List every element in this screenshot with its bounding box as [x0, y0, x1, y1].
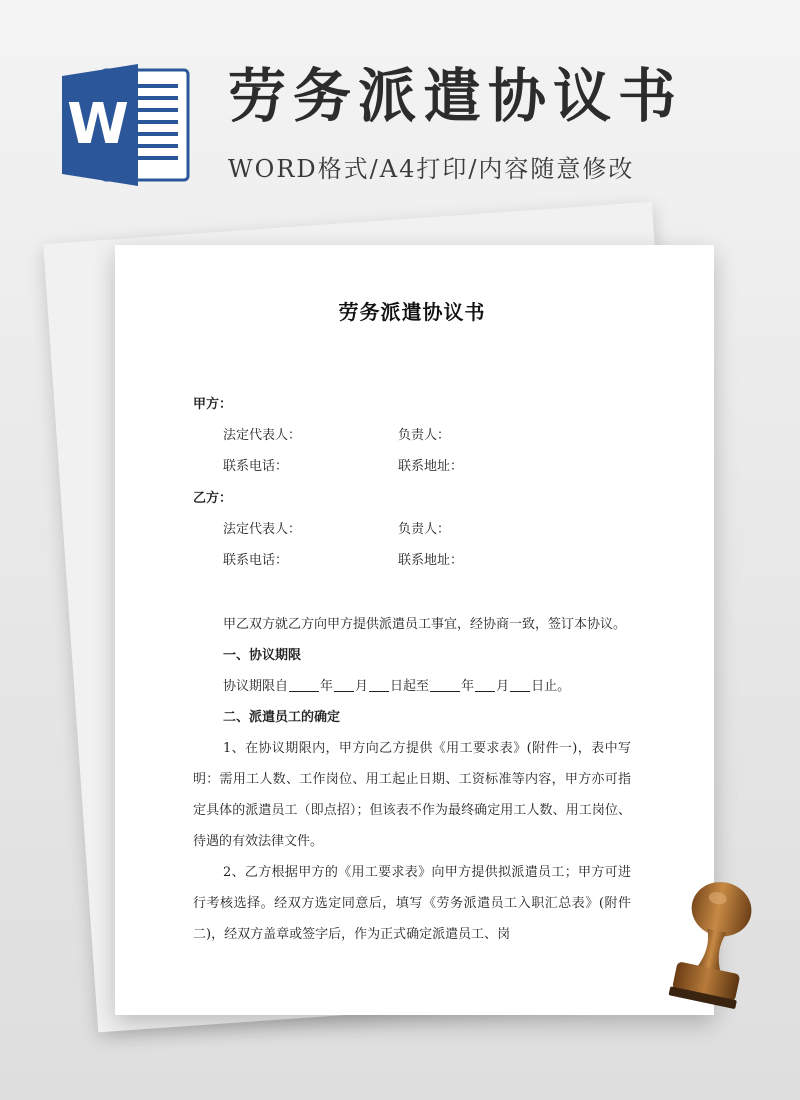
party-b-person-in-charge-label: 负责人： — [398, 522, 451, 537]
party-b-phone-label: 联系电话： — [223, 553, 289, 568]
party-a-address-label: 联系地址： — [398, 459, 464, 474]
period-start-day-blank[interactable] — [369, 677, 389, 692]
period-year1-text: 年 — [320, 679, 334, 694]
section1-heading: 一、协议期限 — [223, 648, 302, 663]
party-a-person-in-charge-label: 负责人： — [398, 428, 451, 443]
party-a-heading: 甲方： — [193, 397, 233, 412]
period-year2-text: 年 — [461, 679, 475, 694]
word-icon-letter: W — [67, 92, 129, 157]
banner-title: 劳务派遣协议书 — [228, 62, 684, 130]
party-b-heading: 乙方： — [193, 491, 233, 506]
party-a-legal-rep-label: 法定代表人： — [223, 428, 302, 443]
document-body — [193, 609, 631, 950]
document-title: 劳务派遣协议书 — [338, 300, 486, 324]
period-day1-text: 日起至 — [390, 679, 430, 694]
rubber-stamp-icon — [652, 878, 770, 1030]
period-start-year-blank[interactable] — [289, 677, 319, 692]
agreement-period-line — [193, 671, 631, 702]
period-prefix: 协议期限自 — [223, 679, 289, 694]
party-b-legal-rep-label: 法定代表人： — [223, 522, 302, 537]
word-app-icon — [62, 64, 190, 186]
period-month2-text: 月 — [496, 679, 510, 694]
intro-paragraph: 甲乙双方就乙方向甲方提供派遣员工事宜，经协商一致，签订本协议。 — [223, 617, 627, 632]
section2-paragraph-2: 2、乙方根据甲方的《用工要求表》向甲方提供拟派遣员工；甲方可进行考核选择。经双方选定同意后，填写《劳务派遣员工入职汇总表》(附件二)，经双方盖章或签字后，作为正式确定派遣员工、岗 — [193, 865, 631, 942]
period-end-day-blank[interactable] — [510, 677, 530, 692]
period-day2-text: 日止。 — [531, 679, 571, 694]
party-b-address-label: 联系地址： — [398, 553, 464, 568]
party-a-phone-label: 联系电话： — [223, 459, 289, 474]
banner-subtitle: WORD格式/A4打印/内容随意修改 — [228, 155, 635, 183]
period-month1-text: 月 — [355, 679, 369, 694]
period-end-year-blank[interactable] — [430, 677, 460, 692]
period-end-month-blank[interactable] — [475, 677, 495, 692]
period-start-month-blank[interactable] — [334, 677, 354, 692]
section2-heading: 二、派遣员工的确定 — [223, 710, 341, 725]
document-page — [115, 245, 714, 1015]
section2-paragraph-1: 1、在协议期限内，甲方向乙方提供《用工要求表》(附件一)，表中写明：需用工人数、工作岗位、用工起止日期、工资标准等内容，甲方亦可指定具体的派遣员工（即点招）；但该表不作为最终确定用工人数、用工岗位、待遇的有效法律文件。 — [193, 741, 631, 849]
